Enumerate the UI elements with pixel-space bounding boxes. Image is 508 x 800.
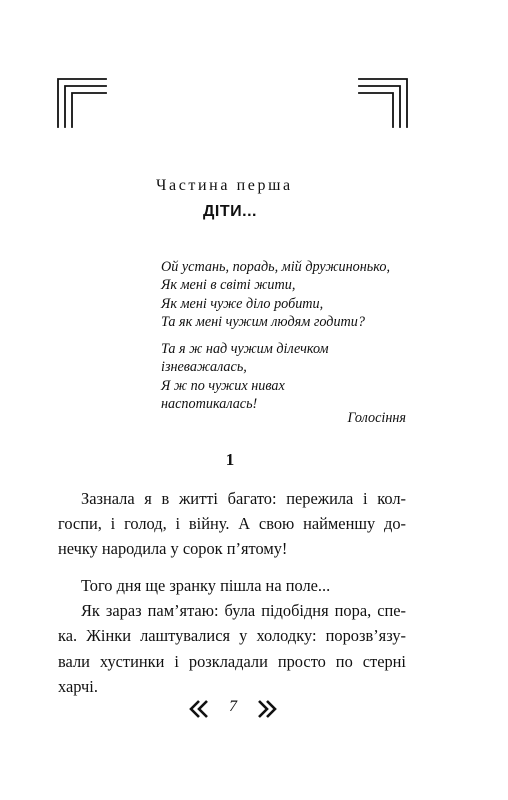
- epigraph-line: Як мені чуже діло робити,: [161, 295, 324, 312]
- paragraph-line: Як зараз пам’ятаю: була підобідня пора, спе-: [81, 601, 406, 621]
- paragraph-line: ка. Жінки лаштувалися у холодку: порозв’язу-: [58, 626, 406, 646]
- epigraph-line: Я ж по чужих нивах: [161, 377, 285, 394]
- section-number: 1: [225, 450, 235, 469]
- epigraph-line: Як мені в світі жити,: [161, 277, 296, 294]
- paragraph-line: харчі.: [58, 676, 98, 696]
- paragraph-line: вали хустинки і розкладали просто по стерні: [58, 651, 406, 671]
- paragraph-1: [58, 486, 406, 562]
- paragraph-line: госпи, і голод, і війну. А свою найменшу до-: [58, 514, 406, 534]
- part-label: Частина перша: [156, 177, 293, 194]
- paragraph-line: Зазнала я в житті багато: пережила і кол-: [81, 489, 406, 508]
- corner-ornament-right-icon: [358, 78, 408, 128]
- epigraph-stanza-1: [161, 258, 406, 332]
- chapter-title: ДІТИ...: [203, 203, 257, 220]
- paragraph-2: [58, 573, 406, 699]
- epigraph-line: Ой устань, порадь, мій дружинонько,: [161, 259, 391, 275]
- corner-ornament-left-icon: [57, 78, 107, 128]
- double-chevron-right-icon: [256, 698, 278, 720]
- epigraph-stanza-2: [161, 340, 406, 414]
- epigraph-line: Та я ж над чужим ділечком: [161, 341, 329, 357]
- double-chevron-left-icon: [188, 698, 210, 720]
- page-footer: [188, 695, 278, 725]
- epigraph-line: наспотикалась!: [161, 396, 258, 413]
- page-number: 7: [229, 698, 237, 715]
- epigraph-line: Та як мені чужим людям годити?: [161, 314, 365, 331]
- epigraph-line: ізневажалась,: [161, 359, 247, 376]
- paragraph-line: нечку народила у сорок п’ятому!: [58, 539, 288, 559]
- paragraph-line: Того дня ще зранку пішла на поле...: [81, 576, 331, 595]
- epigraph-source: Голосіння: [347, 410, 406, 426]
